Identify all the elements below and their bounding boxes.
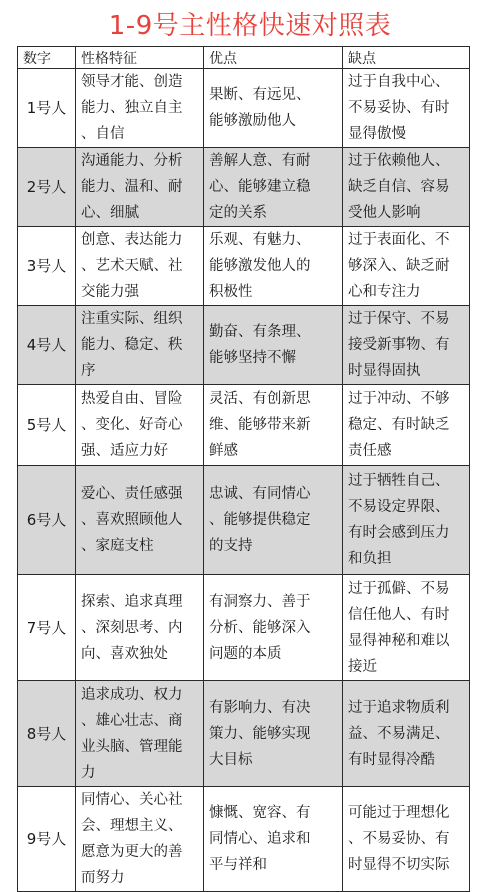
row-number [18,306,76,385]
row-traits [76,227,204,306]
row-pros-text: 有洞察力、善于 分析、能够深入 问题的本质 [209,593,311,662]
row-number [18,385,76,466]
table-row [18,385,470,466]
table-row [18,787,470,892]
row-cons-text: 过于表面化、不 够深入、缺乏耐 心和专注力 [348,232,450,300]
row-number-text: 1号人 [26,99,67,117]
row-cons [343,787,470,892]
row-pros-text: 灵活、有创新思 维、能够带来新 鲜感 [209,391,311,459]
table-row [18,681,470,787]
row-cons-text: 过于追求物质利 益、不易满足、 有时显得冷酷 [348,699,450,768]
row-traits-text: 爱心、责任感强 、喜欢照顾他人 、家庭支柱 [81,486,183,554]
row-traits [76,148,204,227]
row-pros [204,466,343,575]
table-row [18,69,470,148]
row-cons-text: 过于自我中心、 不易妥协、有时 显得傲慢 [348,74,450,142]
table-row [18,227,470,306]
row-traits [76,69,204,148]
comparison-table [17,46,470,892]
row-traits [76,787,204,892]
row-pros [204,681,343,787]
row-cons-text: 过于牺牲自己、 不易设定界限、 有时会感到压力 和负担 [348,473,450,567]
row-number-text: 3号人 [26,257,67,275]
row-pros-text: 善解人意、有耐 心、能够建立稳 定的关系 [209,153,311,221]
row-number-text: 9号人 [26,830,67,848]
row-number [18,575,76,681]
row-number [18,69,76,148]
row-traits [76,385,204,466]
row-cons-text: 过于孤僻、不易 信任他人、有时 显得神秘和难以 接近 [348,580,450,675]
row-traits-text: 创意、表达能力 、艺术天赋、社 交能力强 [81,232,183,300]
table-row [18,466,470,575]
row-cons [343,466,470,575]
row-pros-text: 忠诚、有同情心 、能够提供稳定 的支持 [209,486,311,554]
row-pros [204,787,343,892]
row-traits [76,575,204,681]
row-cons [343,681,470,787]
row-traits-text: 注重实际、组织 能力、稳定、秩 序 [81,311,183,379]
header-number: 数字 [18,47,76,69]
row-traits-text: 领导才能、创造 能力、独立自主 、自信 [81,74,183,142]
row-pros-text: 有影响力、有决 策力、能够实现 大目标 [209,699,311,768]
row-traits [76,681,204,787]
row-number [18,148,76,227]
header-cons: 缺点 [343,47,470,69]
row-pros-text: 乐观、有魅力、 能够激发他人的 积极性 [209,232,311,300]
header-pros: 优点 [204,47,343,69]
row-pros-text: 果断、有远见、 能够激励他人 [209,87,311,129]
row-number-text: 7号人 [26,618,67,637]
row-cons [343,227,470,306]
row-pros [204,227,343,306]
row-traits [76,466,204,575]
row-cons [343,148,470,227]
row-cons [343,575,470,681]
row-cons [343,385,470,466]
row-pros [204,575,343,681]
table-header-row [18,47,470,69]
header-traits: 性格特征 [76,47,204,69]
table-row [18,148,470,227]
row-traits-text: 热爱自由、冒险 、变化、好奇心 强、适应力好 [81,391,183,459]
row-traits-text: 沟通能力、分析 能力、温和、耐 心、细腻 [81,153,183,221]
row-cons [343,69,470,148]
row-number [18,681,76,787]
row-pros [204,306,343,385]
row-pros-text: 慷慨、宽容、有 同情心、追求和 平与祥和 [209,805,311,873]
row-number-text: 5号人 [26,416,67,434]
row-pros [204,69,343,148]
row-number [18,787,76,892]
row-cons-text: 过于冲动、不够 稳定、有时缺乏 责任感 [348,391,450,459]
row-traits-text: 同情心、关心社 会、理想主义、 愿意为更大的善 而努力 [81,792,183,886]
row-traits [76,306,204,385]
table-row [18,575,470,681]
row-number-text: 4号人 [26,336,67,354]
row-traits-text: 探索、追求真理 、深刻思考、内 向、喜欢独处 [81,593,183,662]
row-traits-text: 追求成功、权力 、雄心壮志、商 业头脑、管理能 力 [81,686,183,781]
row-number [18,227,76,306]
row-cons-text: 过于保守、不易 接受新事物、有 时显得固执 [348,311,450,379]
row-number-text: 8号人 [26,724,67,743]
row-cons [343,306,470,385]
row-pros-text: 勤奋、有条理、 能够坚持不懈 [209,324,311,366]
row-pros [204,148,343,227]
row-pros [204,385,343,466]
page-title: 1-9号主性格快速对照表 [108,10,392,41]
row-cons-text: 过于依赖他人、 缺乏自信、容易 受他人影响 [348,153,450,221]
row-number-text: 2号人 [26,178,67,196]
table-row [18,306,470,385]
row-cons-text: 可能过于理想化 、不易妥协、有 时显得不切实际 [348,805,450,873]
row-number-text: 6号人 [26,511,67,529]
row-number [18,466,76,575]
